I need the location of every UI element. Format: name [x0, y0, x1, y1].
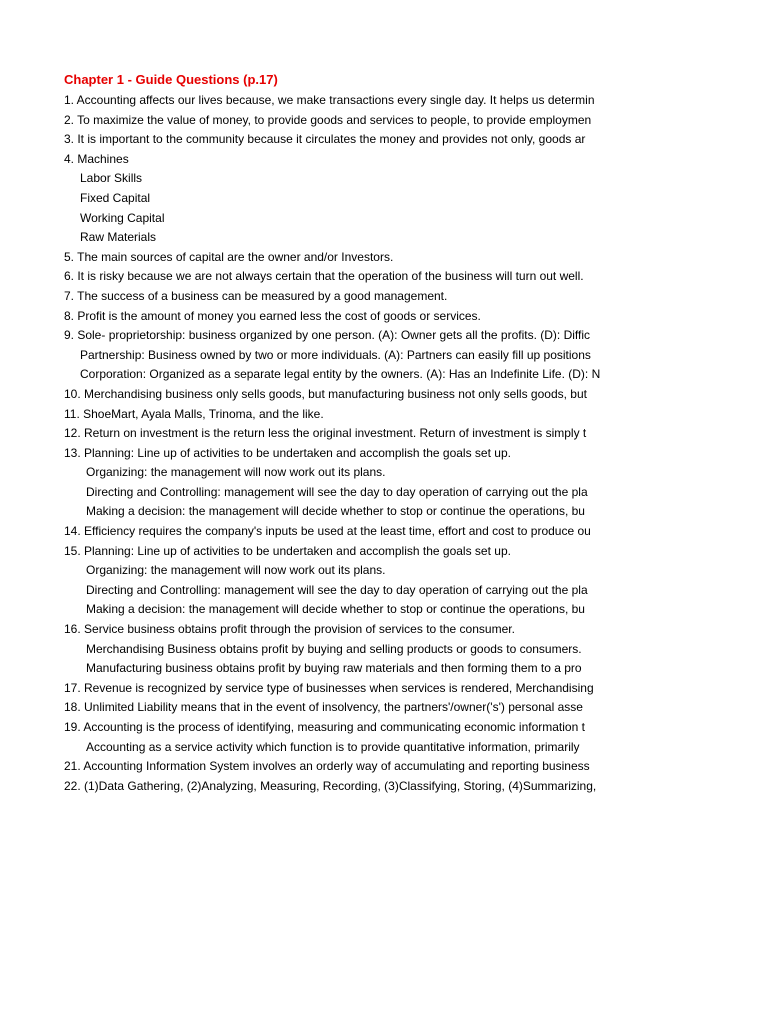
- answer-subline: Merchandising Business obtains profit by buying and selling products or goods to consumers.: [86, 641, 582, 656]
- answer-line: 6. It is risky because we are not always certain that the operation of the business will turn out well.: [64, 269, 584, 284]
- answer-subline: Making a decision: the management will decide whether to stop or continue the operations, bu: [86, 602, 585, 617]
- answer-line: 15. Planning: Line up of activities to be undertaken and accomplish the goals set up.: [64, 543, 511, 558]
- answer-line: 8. Profit is the amount of money you earned less the cost of goods or services.: [64, 308, 481, 323]
- answer-line: 2. To maximize the value of money, to provide goods and services to people, to provide employmen: [64, 112, 592, 127]
- answer-subline: Directing and Controlling: management will see the day to day operation of carrying out the pla: [86, 484, 588, 499]
- answer-line: 3. It is important to the community because it circulates the money and provides not only, goods ar: [64, 132, 586, 147]
- answer-line: 11. ShoeMart, Ayala Malls, Trinoma, and the like.: [64, 406, 324, 421]
- document-content: [64, 71, 616, 796]
- answer-subline: Manufacturing business obtains profit by buying raw materials and then forming them to a pro: [86, 661, 582, 676]
- answer-subline: Partnership: Business owned by two or more individuals. (A): Partners can easily fill up positions: [80, 347, 591, 362]
- answer-subline: Raw Materials: [80, 230, 157, 245]
- answer-subline: Accounting as a service activity which function is to provide quantitative information, primarily: [86, 739, 580, 754]
- answer-line: 1. Accounting affects our lives because, we make transactions every single day. It helps us determin: [64, 93, 595, 107]
- answer-subline: Organizing: the management will now work out its plans.: [86, 465, 386, 480]
- answer-line: 22. (1)Data Gathering, (2)Analyzing, Measuring, Recording, (3)Classifying, Storing, (4)Summarizing,: [64, 778, 597, 793]
- answer-subline: Organizing: the management will now work out its plans.: [86, 563, 386, 578]
- answer-subline: Labor Skills: [80, 171, 143, 186]
- answer-subline: Directing and Controlling: management will see the day to day operation of carrying out the pla: [86, 582, 588, 597]
- answer-line: 13. Planning: Line up of activities to be undertaken and accomplish the goals set up.: [64, 445, 511, 460]
- answer-line: 18. Unlimited Liability means that in the event of insolvency, the partners'/owner('s') personal asse: [64, 700, 583, 715]
- question-answer-list: [64, 91, 616, 796]
- answer-line: 12. Return on investment is the return less the original investment. Return of investment is simply t: [64, 426, 587, 441]
- answer-subline: Corporation: Organized as a separate legal entity by the owners. (A): Has an Indefinite Life. (D): N: [80, 367, 601, 382]
- answer-subline: Fixed Capital: [80, 190, 151, 205]
- answer-line: 21. Accounting Information System involves an orderly way of accumulating and reporting business: [64, 759, 590, 774]
- answer-subline: Working Capital: [80, 210, 165, 225]
- document-title: Chapter 1 - Guide Questions (p.17): [64, 72, 278, 87]
- answer-line: 10. Merchandising business only sells goods, but manufacturing business not only sells goods, but: [64, 386, 587, 401]
- answer-line: 9. Sole- proprietorship: business organized by one person. (A): Owner gets all the profits. (D): Diffic: [64, 328, 591, 343]
- answer-line: 5. The main sources of capital are the owner and/or Investors.: [64, 249, 394, 264]
- answer-line: 7. The success of a business can be measured by a good management.: [64, 288, 448, 303]
- answer-line: 14. Efficiency requires the company's inputs be used at the least time, effort and cost to produce ou: [64, 524, 591, 539]
- answer-line: 19. Accounting is the process of identifying, measuring and communicating economic information t: [64, 720, 585, 734]
- answer-subline: Making a decision: the management will decide whether to stop or continue the operations, bu: [86, 504, 585, 519]
- answer-line: 17. Revenue is recognized by service type of businesses when services is rendered, Merchandising: [64, 680, 594, 695]
- answer-line: 16. Service business obtains profit through the provision of services to the consumer.: [64, 622, 515, 637]
- answer-line: 4. Machines: [64, 151, 129, 166]
